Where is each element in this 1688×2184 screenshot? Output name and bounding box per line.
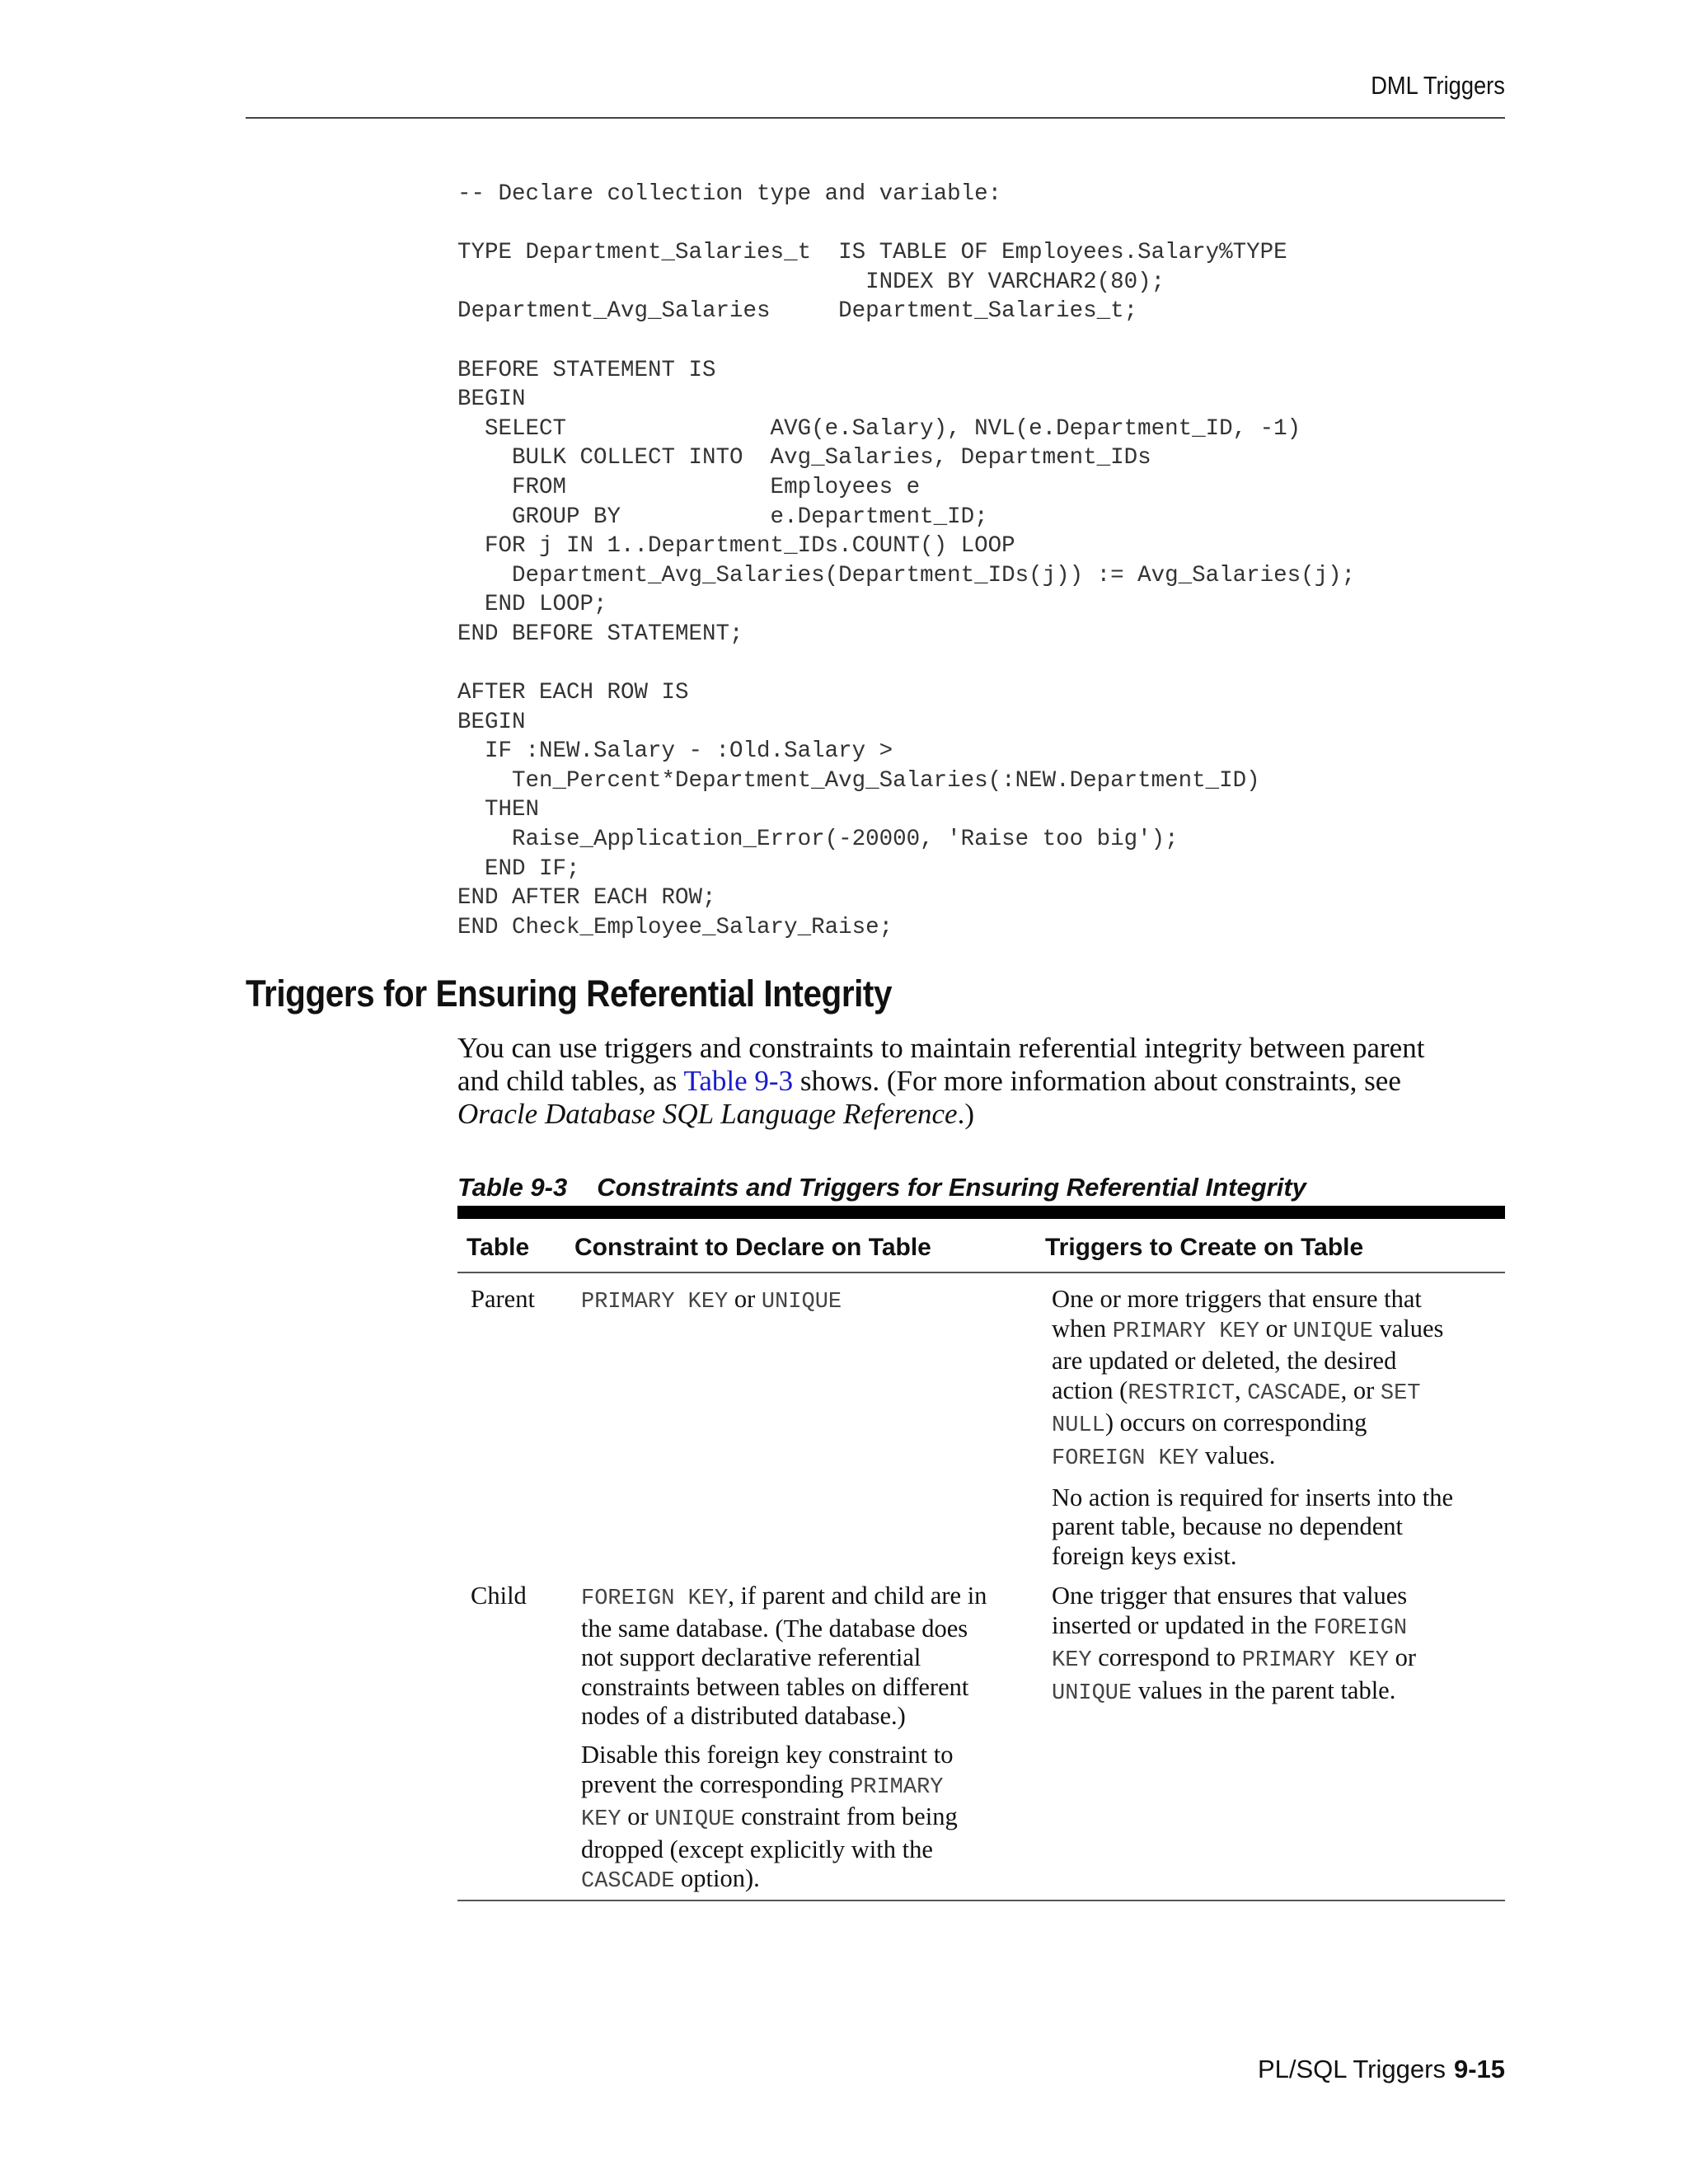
cell-text: option). bbox=[674, 1864, 760, 1893]
code-term: PRIMARY bbox=[850, 1774, 944, 1800]
column-header-triggers: Triggers to Create on Table bbox=[1045, 1234, 1364, 1261]
row-parent-constraint-cell bbox=[581, 1285, 1026, 1318]
cell-text: foreign keys exist. bbox=[1052, 1541, 1237, 1570]
code-term: NULL bbox=[1052, 1413, 1105, 1439]
cell-text: nodes of a distributed database.) bbox=[581, 1702, 906, 1731]
book-title: Oracle Database SQL Language Reference bbox=[457, 1098, 958, 1130]
code-term: SET bbox=[1380, 1380, 1421, 1406]
column-header-table: Table bbox=[467, 1234, 530, 1261]
code-line: END LOOP; bbox=[457, 592, 607, 618]
code-term: UNIQUE bbox=[1052, 1680, 1132, 1706]
code-line: END IF; bbox=[457, 855, 580, 882]
cell-text: constraints between tables on different bbox=[581, 1672, 969, 1701]
row-parent-table-cell bbox=[471, 1285, 535, 1315]
cell-paragraph bbox=[1052, 1285, 1513, 1474]
code-line: SELECT AVG(e.Salary), NVL(e.Department_ID, -1) bbox=[457, 415, 1301, 442]
code-line: Department_Avg_Salaries Department_Salaries_t; bbox=[457, 298, 1138, 325]
code-line: END BEFORE STATEMENT; bbox=[457, 621, 743, 647]
cell-text: Disable this foreign key constraint to bbox=[581, 1740, 954, 1769]
cell-paragraph bbox=[1052, 1483, 1513, 1572]
cell-text: prevent the corresponding bbox=[581, 1769, 851, 1798]
cell-paragraph bbox=[581, 1582, 1026, 1732]
code-line: BEGIN bbox=[457, 709, 526, 735]
code-term: PRIMARY KEY bbox=[1112, 1319, 1259, 1344]
code-line: Department_Avg_Salaries(Department_IDs(j)) := Avg_Salaries(j); bbox=[457, 562, 1356, 588]
code-term: FOREIGN bbox=[1313, 1615, 1408, 1641]
cell-text: , bbox=[1234, 1376, 1248, 1404]
row-child-table-cell bbox=[471, 1582, 527, 1611]
footer-label: PL/SQL Triggers bbox=[1257, 2055, 1446, 2083]
intro-paragraph bbox=[457, 1032, 1529, 1131]
caption-label: Table 9-3 bbox=[457, 1173, 568, 1202]
cell-text: the same database. (The database does bbox=[581, 1614, 968, 1643]
code-term: PRIMARY KEY bbox=[1241, 1648, 1389, 1674]
cell-text: correspond to bbox=[1091, 1643, 1242, 1672]
code-term: UNIQUE bbox=[761, 1290, 842, 1315]
code-line bbox=[457, 326, 1355, 356]
cell-text: One or more triggers that ensure that bbox=[1052, 1285, 1422, 1313]
code-term: CASCADE bbox=[1247, 1380, 1341, 1406]
code-line: END AFTER EACH ROW; bbox=[457, 885, 716, 912]
cell-text: ) occurs on corresponding bbox=[1104, 1408, 1367, 1437]
cell-text: values. bbox=[1198, 1441, 1276, 1469]
cell-text: or bbox=[621, 1802, 655, 1831]
code-term: KEY bbox=[581, 1807, 621, 1833]
table-top-rule bbox=[457, 1206, 1505, 1219]
code-listing bbox=[457, 180, 1355, 942]
running-header bbox=[246, 71, 1505, 119]
cell-text: values in the parent table. bbox=[1132, 1675, 1396, 1704]
code-term: UNIQUE bbox=[654, 1807, 735, 1833]
code-line: AFTER EACH ROW IS bbox=[457, 680, 689, 706]
cell-text: , if parent and child are in bbox=[728, 1582, 987, 1610]
cell-paragraph bbox=[1052, 1582, 1513, 1708]
code-line: INDEX BY VARCHAR2(80); bbox=[457, 269, 1165, 295]
code-term: KEY bbox=[1052, 1648, 1092, 1674]
para-text: shows. (For more information about constraints, see bbox=[793, 1065, 1401, 1097]
row-parent-triggers-cell bbox=[1052, 1285, 1513, 1580]
cell-paragraph bbox=[581, 1741, 1026, 1897]
code-term: FOREIGN KEY bbox=[1052, 1446, 1199, 1471]
cell-text: or bbox=[728, 1285, 762, 1313]
code-line: FROM Employees e bbox=[457, 474, 921, 500]
code-line: BULK COLLECT INTO Avg_Salaries, Department_IDs bbox=[457, 445, 1151, 471]
para-text: .) bbox=[957, 1098, 974, 1130]
cell-text: , or bbox=[1340, 1376, 1381, 1404]
cell-text: constraint from being bbox=[734, 1802, 958, 1831]
cell-text: are updated or deleted, the desired bbox=[1052, 1347, 1397, 1376]
code-term: FOREIGN KEY bbox=[581, 1586, 729, 1611]
section-heading: Triggers for Ensuring Referential Integrity bbox=[246, 972, 893, 1015]
cell-text: dropped (except explicitly with the bbox=[581, 1835, 933, 1863]
cell-text: No action is required for inserts into the bbox=[1052, 1483, 1454, 1511]
code-term: CASCADE bbox=[581, 1869, 675, 1895]
table-caption bbox=[457, 1173, 1306, 1202]
column-header-constraint: Constraint to Declare on Table bbox=[574, 1234, 931, 1261]
caption-title: Constraints and Triggers for Ensuring Referential Integrity bbox=[597, 1173, 1306, 1202]
page-footer bbox=[1258, 2055, 1505, 2084]
code-term: RESTRICT bbox=[1128, 1380, 1235, 1406]
code-term: PRIMARY KEY bbox=[581, 1290, 729, 1315]
code-line: Ten_Percent*Department_Avg_Salaries(:NEW.Department_ID) bbox=[457, 767, 1260, 794]
code-line: TYPE Department_Salaries_t IS TABLE OF Employees.Salary%TYPE bbox=[457, 240, 1287, 266]
cell-text: Child bbox=[471, 1582, 527, 1610]
code-line: GROUP BY e.Department_ID; bbox=[457, 504, 988, 530]
code-line bbox=[457, 649, 1355, 679]
para-text: You can use triggers and constraints to maintain referential integrity between parent bbox=[457, 1032, 1425, 1064]
code-line: -- Declare collection type and variable: bbox=[457, 181, 1002, 207]
cell-text: parent table, because no dependent bbox=[1052, 1512, 1403, 1541]
row-child-constraint-cell bbox=[581, 1582, 1026, 1906]
cell-text: Parent bbox=[471, 1285, 535, 1313]
cell-text: action ( bbox=[1052, 1376, 1128, 1404]
cell-text: values bbox=[1372, 1314, 1444, 1343]
para-text: and child tables, as bbox=[457, 1065, 684, 1097]
page-number: 9-15 bbox=[1453, 2055, 1505, 2083]
code-line: THEN bbox=[457, 797, 540, 823]
cell-text: or bbox=[1388, 1643, 1416, 1672]
header-rule bbox=[457, 1272, 1505, 1273]
code-line: BEGIN bbox=[457, 387, 526, 413]
cell-text: when bbox=[1052, 1314, 1113, 1343]
table-bottom-rule bbox=[457, 1900, 1505, 1901]
code-term: UNIQUE bbox=[1292, 1319, 1373, 1344]
code-line: END Check_Employee_Salary_Raise; bbox=[457, 914, 893, 940]
code-line: IF :NEW.Salary - :Old.Salary > bbox=[457, 738, 893, 765]
cell-text: One trigger that ensures that values bbox=[1052, 1582, 1408, 1610]
code-line: BEFORE STATEMENT IS bbox=[457, 357, 716, 383]
code-line: Raise_Application_Error(-20000, 'Raise too big'); bbox=[457, 827, 1179, 853]
row-child-triggers-cell bbox=[1052, 1582, 1513, 1718]
cell-text: or bbox=[1259, 1314, 1293, 1343]
cell-text: not support declarative referential bbox=[581, 1643, 921, 1672]
table-reference-link[interactable]: Table 9-3 bbox=[683, 1065, 794, 1097]
header-title: DML Triggers bbox=[1371, 71, 1505, 100]
code-line bbox=[457, 209, 1355, 239]
cell-text: inserted or updated in the bbox=[1052, 1610, 1314, 1639]
code-line: FOR j IN 1..Department_IDs.COUNT() LOOP bbox=[457, 533, 1015, 560]
